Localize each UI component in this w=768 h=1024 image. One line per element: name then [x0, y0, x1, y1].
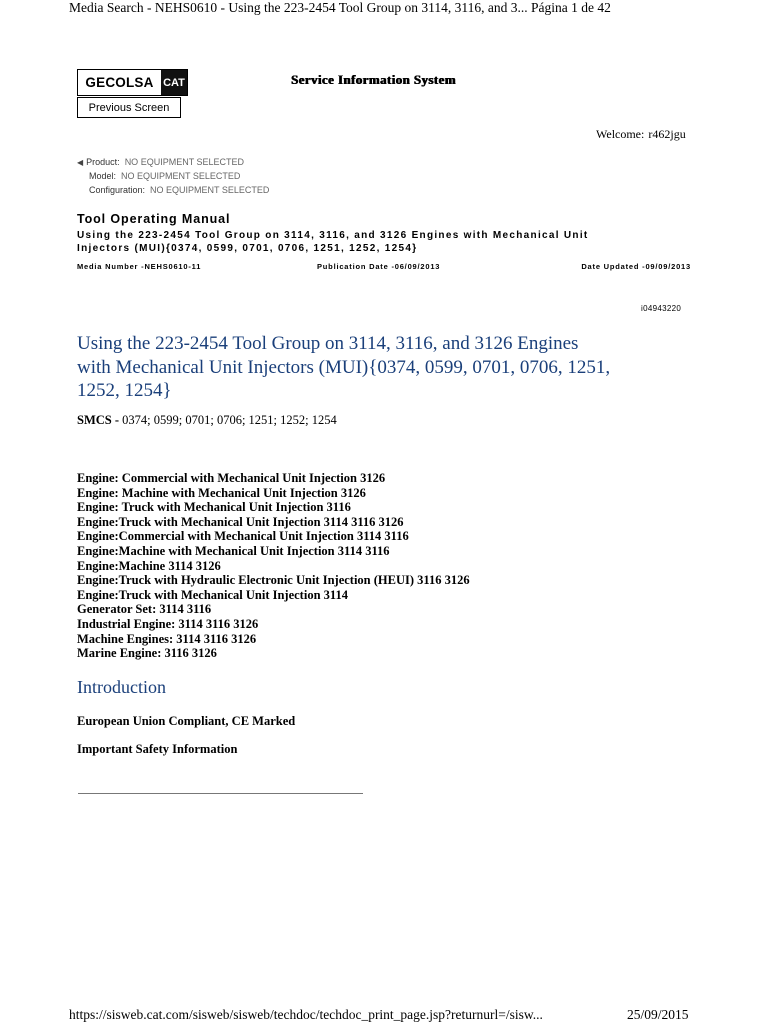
engine-item: Engine:Machine 3114 3126 [77, 558, 221, 573]
equipment-configuration [89, 185, 269, 195]
page-title-line-2: with Mechanical Unit Injectors (MUI){0374, 0599, 0701, 0706, 1251, [77, 356, 611, 378]
page-title-line-1: Using the 223-2454 Tool Group on 3114, 3116, and 3126 Engines [77, 333, 579, 354]
equipment-product [77, 157, 244, 167]
manual-subtitle-line-2: Injectors (MUI){0374, 0599, 0701, 0706, 1251, 1252, 1254} [77, 243, 418, 254]
logo-cat-badge: CAT [161, 70, 187, 95]
document-id: i04943220 [641, 304, 682, 313]
print-header: Media Search - NEHS0610 - Using the 223-2454 Tool Group on 3114, 3116, and 3... Página 1 de 42 [69, 0, 611, 15]
page-title [77, 332, 707, 403]
logo-brand-text: GECOLSA [85, 75, 154, 90]
media-number: Media Number -NEHS0610-11 [77, 262, 202, 271]
equipment-configuration-value: NO EQUIPMENT SELECTED [150, 185, 270, 195]
equipment-product-label: Product: [86, 157, 120, 167]
equipment-product-value: NO EQUIPMENT SELECTED [124, 157, 245, 167]
engine-item: Engine:Commercial with Mechanical Unit Injection 3114 3116 [77, 529, 409, 544]
date-updated: Date Updated -09/09/2013 [581, 262, 691, 271]
page-title-line-3: 1252, 1254} [77, 380, 172, 401]
manual-meta-row [77, 262, 691, 271]
intro-paragraph-ce: European Union Compliant, CE Marked [77, 714, 296, 728]
collapse-arrow-icon[interactable]: ◀ [77, 158, 84, 167]
manual-type: Tool Operating Manual [77, 212, 231, 226]
introduction-heading: Introduction [77, 677, 166, 697]
engine-list [77, 471, 470, 661]
engine-item: Engine: Truck with Mechanical Unit Injection 3116 [77, 500, 351, 515]
gecolsa-cat-logo [77, 69, 188, 96]
welcome-label: Welcome: [596, 127, 645, 141]
print-footer-date: 25/09/2015 [627, 1007, 689, 1022]
intro-paragraph-safety: Important Safety Information [77, 742, 238, 756]
engine-item: Generator Set: 3114 3116 [77, 602, 212, 617]
system-title: Service Information System [291, 72, 456, 87]
equipment-configuration-label: Configuration: [89, 185, 146, 195]
engine-item: Marine Engine: 3116 3126 [77, 646, 217, 661]
engine-item: Engine:Machine with Mechanical Unit Injection 3114 3116 [77, 543, 390, 558]
welcome-user: r462jgu [648, 127, 686, 141]
equipment-model-value: NO EQUIPMENT SELECTED [121, 171, 241, 181]
engine-item: Industrial Engine: 3114 3116 3126 [77, 616, 259, 631]
previous-screen-button[interactable]: Previous Screen [77, 97, 181, 118]
engine-item: Machine Engines: 3114 3116 3126 [77, 631, 257, 646]
smcs-values: 0374; 0599; 0701; 0706; 1251; 1252; 1254 [122, 413, 337, 427]
print-footer [69, 1007, 689, 1023]
print-footer-url: https://sisweb.cat.com/sisweb/sisweb/techdoc/techdoc_print_page.jsp?returnurl=/sisw... [69, 1007, 543, 1022]
engine-item: Engine: Machine with Mechanical Unit Injection 3126 [77, 485, 366, 500]
engine-item: Engine:Truck with Hydraulic Electronic Unit Injection (HEUI) 3116 3126 [77, 573, 470, 588]
welcome-message [596, 127, 686, 142]
smcs-label: SMCS - [77, 413, 120, 427]
engine-item: Engine:Truck with Mechanical Unit Injection 3114 [77, 587, 348, 602]
smcs-codes [77, 413, 337, 428]
engine-item: Engine:Truck with Mechanical Unit Injection 3114 3116 3126 [77, 514, 404, 529]
publication-date: Publication Date -06/09/2013 [317, 262, 441, 271]
manual-subtitle-line-1: Using the 223-2454 Tool Group on 3114, 3116, and 3126 Engines with Mechanical Unit [77, 230, 589, 241]
equipment-model-label: Model: [89, 171, 117, 181]
divider [78, 793, 363, 794]
equipment-model [89, 171, 240, 181]
engine-item: Engine: Commercial with Mechanical Unit Injection 3126 [77, 471, 386, 485]
